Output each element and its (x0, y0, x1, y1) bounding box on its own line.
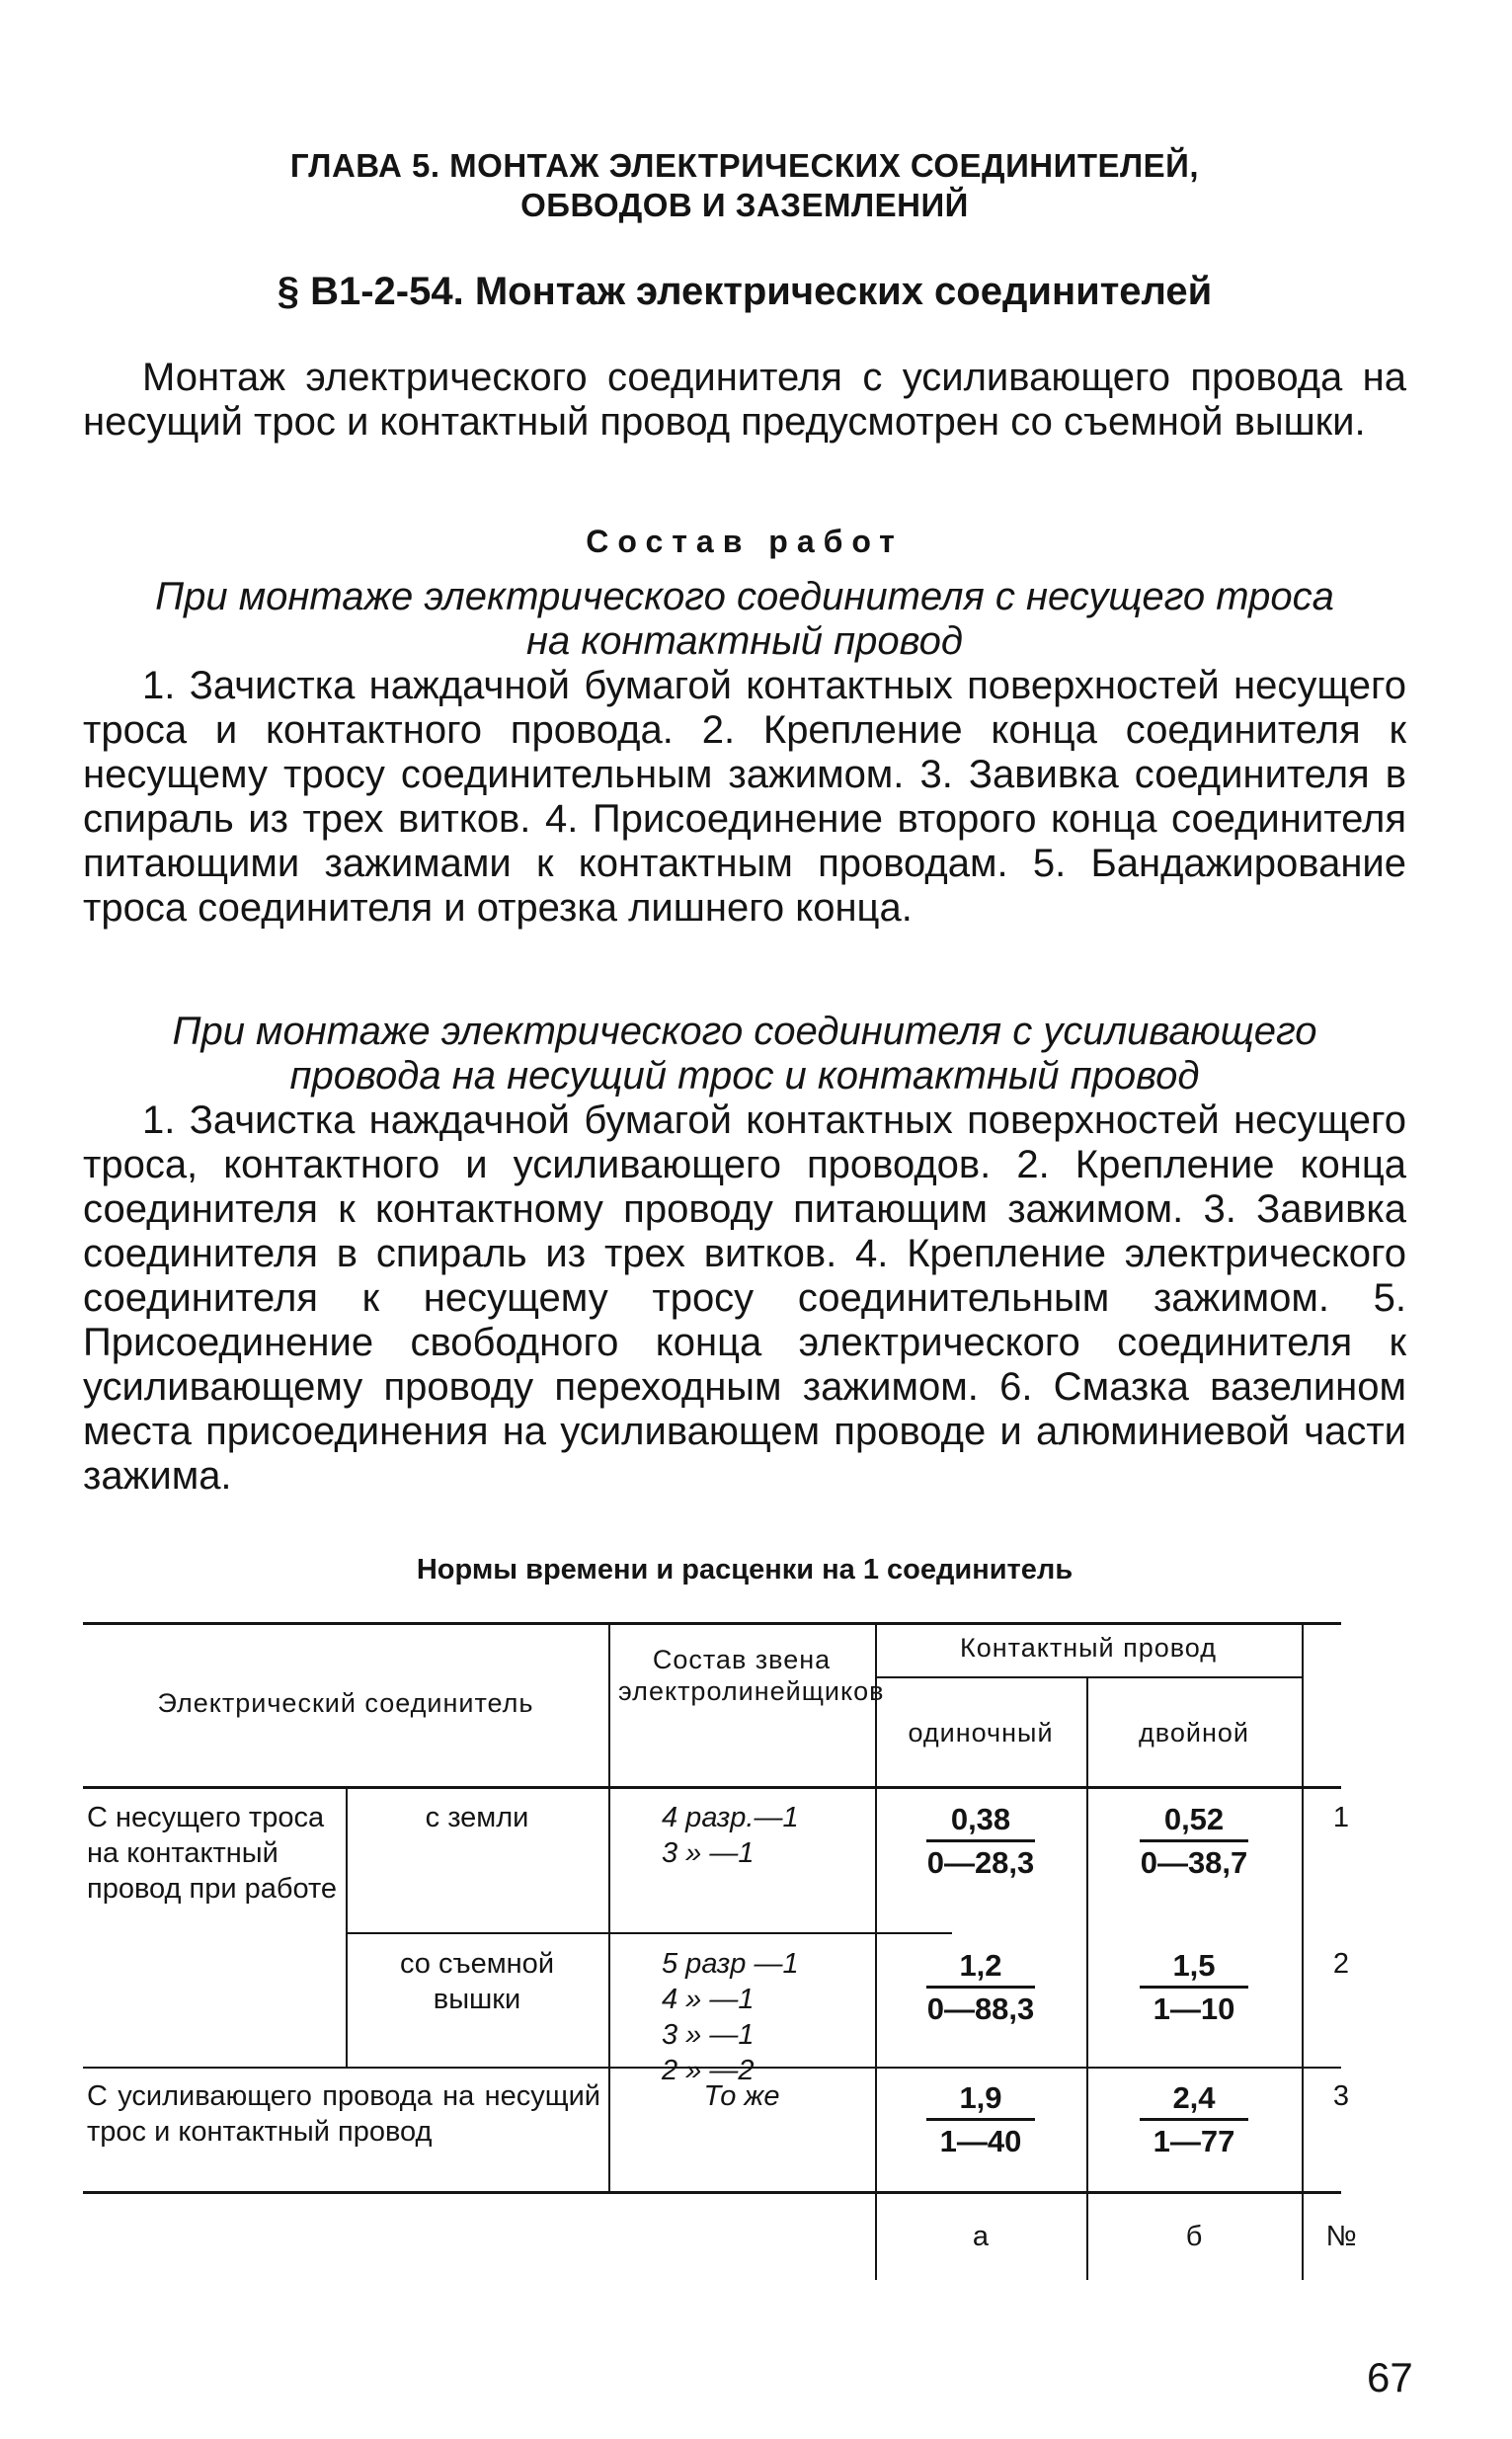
crew-line: 5 разр —1 (662, 1948, 799, 1980)
page-number: 67 (1367, 2354, 1413, 2400)
row2-number: 2 (1332, 1948, 1350, 1980)
row2-crew (662, 1946, 869, 2088)
chapter-title-line2: ОБВОДОВ И ЗАЗЕМЛЕНИЙ (520, 187, 969, 223)
chapter-title-line1: ГЛАВА 5. МОНТАЖ ЭЛЕКТРИЧЕСКИХ СОЕДИНИТЕЛЕЙ, (289, 147, 1200, 184)
crew-line: 4 » —1 (662, 1984, 755, 2015)
row3-single (875, 2078, 1086, 2162)
header-contact-wire: Контактный провод (960, 1633, 1217, 1663)
row1-double-price: 0—38,7 (1140, 1845, 1248, 1880)
header-crew: Состав звена электролинейщиков (618, 1645, 885, 1706)
subsection1-title-line1: При монтаже электрического соединителя с несущего троса (155, 575, 1334, 618)
row1-double (1086, 1800, 1302, 1884)
table-bottom-rule (83, 2191, 1341, 2194)
row1-single-norm: 0,38 (950, 1802, 1011, 1836)
row1-double-norm: 0,52 (1163, 1802, 1225, 1836)
row2-single (875, 1946, 1086, 2030)
row1-number: 1 (1332, 1802, 1350, 1833)
table-subheader-rule (875, 1676, 1302, 1678)
row2-double-price: 1—10 (1153, 1992, 1235, 2026)
subsection2-title-line1: При монтаже электрического соединителя с усиливающего (172, 1010, 1317, 1053)
header-connector: Электрический соединитель (157, 1688, 534, 1718)
crew-line: 3 » —1 (662, 2019, 755, 2051)
row2-single-norm: 1,2 (959, 1948, 1002, 1983)
row3-single-price: 1—40 (939, 2124, 1022, 2158)
work-heading: Состав работ (586, 524, 904, 559)
subsection2-text: 1. Зачистка наждачной бумагой контактных поверхностей несущего троса, контактного и усиливающего проводов. 2. Крепление конца соединителя к контактному проводу питающим зажимом. 3. Завивка соединителя в спираль из трех витков. 4. Крепление электрического соединителя к несущему тросу соединительным зажимом. 5. Присоединение свободного конца электрического соединителя к усиливающему проводу переходным зажимом. 6. Смазка вазелином места присоединения на усиливающем проводе и алюминиевой части зажима. (83, 1098, 1406, 1498)
subsection2-title-line2: провода на несущий трос и контактный провод (289, 1054, 1200, 1098)
header-single: одиночный (908, 1718, 1054, 1748)
row2-sub: со съемной вышки (399, 1948, 555, 2015)
row1-crew (662, 1800, 869, 1871)
row3-number: 3 (1332, 2080, 1350, 2112)
row3-double (1086, 2078, 1302, 2162)
row3-crew: То же (703, 2080, 780, 2112)
section-title: § В1-2-54. Монтаж электрических соединителей (277, 270, 1213, 313)
footer-column-no: № (1325, 2221, 1357, 2252)
table-header-rule (83, 1786, 1341, 1789)
row1-single (875, 1800, 1086, 1884)
group-label: С несущего троса на контактный провод при работе (87, 1802, 338, 1905)
norms-table (83, 0, 1406, 2439)
row1-sub: с земли (425, 1802, 529, 1833)
intro-paragraph: Монтаж электрического соединителя с усиливающего провода на несущий трос и контактный провод предусмотрен со съемной вышки. (83, 356, 1406, 444)
row2-single-price: 0—88,3 (926, 1992, 1035, 2026)
table-row1-rule (346, 1932, 952, 1934)
footer-column-a: а (972, 2221, 990, 2252)
row1-single-price: 0—28,3 (926, 1845, 1035, 1880)
table-caption: Нормы времени и расценки на 1 соединитель (416, 1554, 1074, 1585)
header-double: двойной (1139, 1718, 1249, 1748)
crew-line: 2 » —2 (662, 2055, 755, 2086)
crew-line: 3 » —1 (662, 1837, 755, 1869)
row3-single-norm: 1,9 (959, 2080, 1002, 2115)
footer-column-b: б (1185, 2221, 1203, 2252)
crew-line: 4 разр.—1 (662, 1802, 799, 1833)
subsection1-text: 1. Зачистка наждачной бумагой контактных поверхностей несущего троса и контактного провода. 2. Крепление конца соединителя к несущему тросу соединительным зажимом. 3. Завивка соединителя в спираль из трех витков. 4. Присоединение второго конца соединителя питающими зажимами к контактным проводам. 5. Бандажирование троса соединителя и отрезка лишнего конца. (83, 664, 1406, 930)
row3-double-norm: 2,4 (1172, 2080, 1216, 2115)
table-top-rule (83, 1622, 1341, 1625)
row2-double (1086, 1946, 1302, 2030)
row3-double-price: 1—77 (1153, 2124, 1235, 2158)
row3-sub: С усиливающего провода на несущий трос и контактный провод (87, 2080, 600, 2148)
subsection1-title-line2: на контактный провод (526, 619, 963, 663)
row2-double-norm: 1,5 (1172, 1948, 1216, 1983)
